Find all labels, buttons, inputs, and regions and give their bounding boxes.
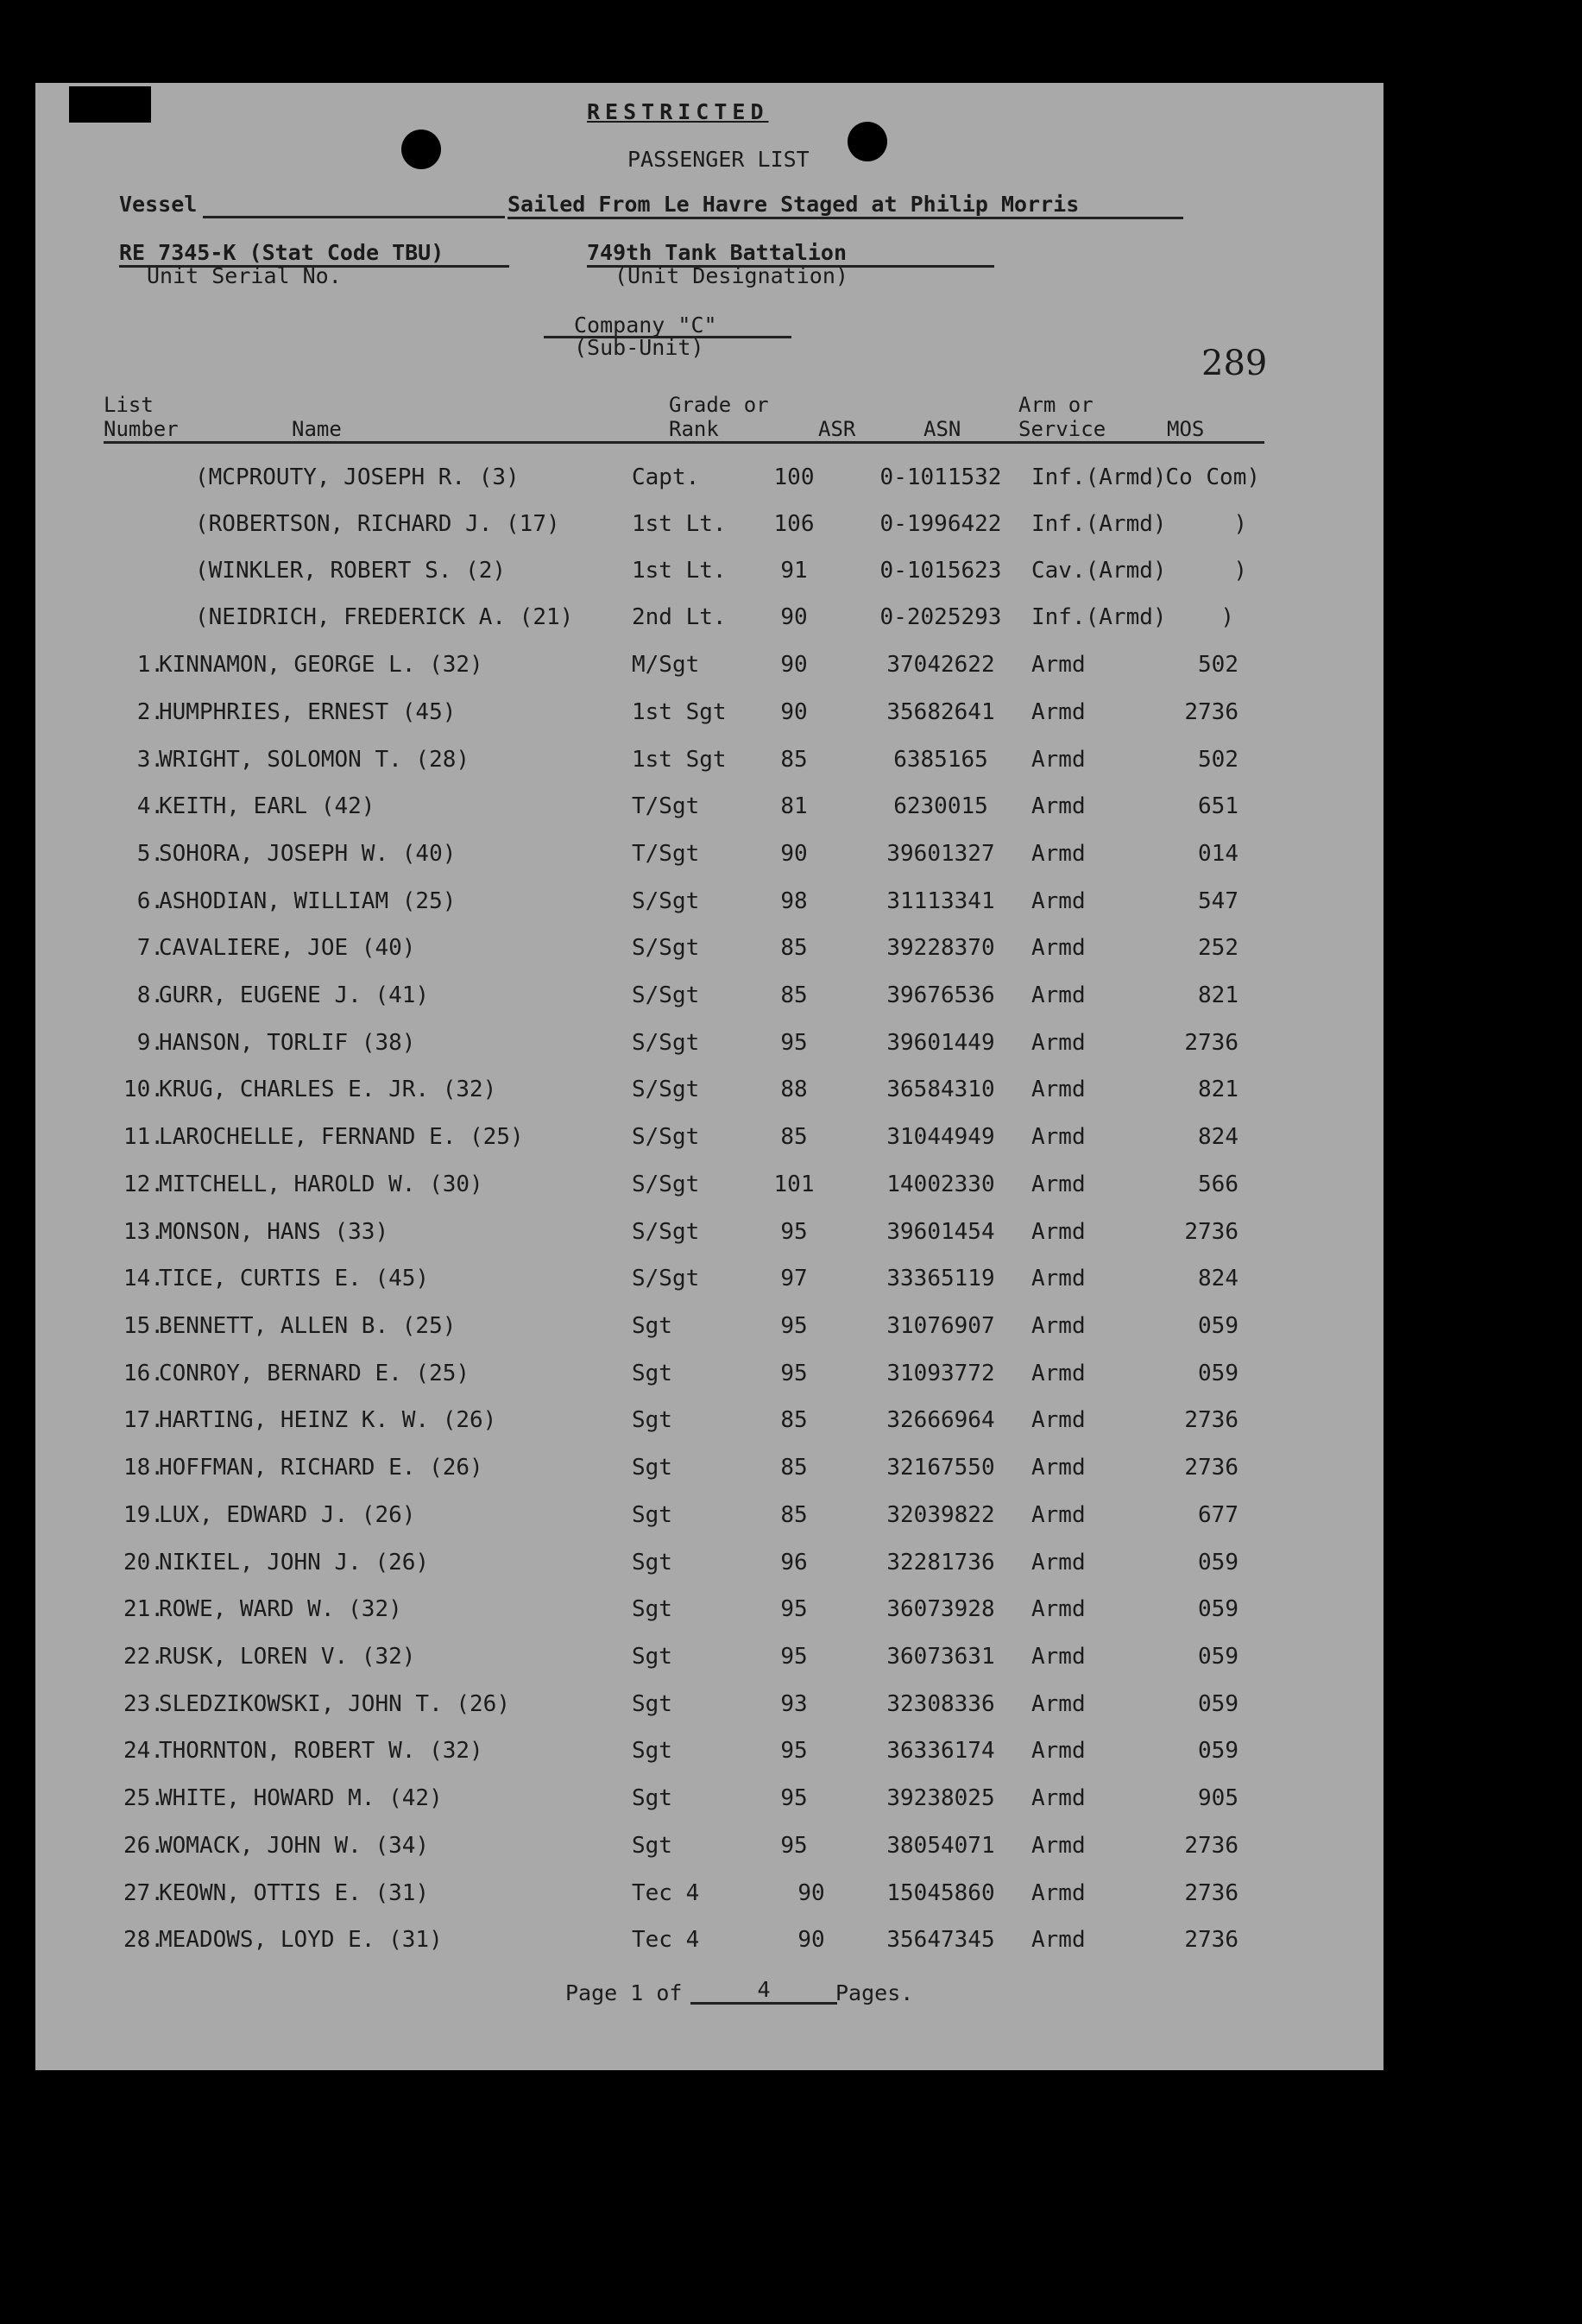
asr: 95	[780, 1596, 808, 1622]
asr: 90	[780, 699, 808, 725]
header-rule	[104, 441, 1264, 444]
passenger-name: HANSON, TORLIF (38)	[159, 1030, 416, 1056]
mos: 2736	[1184, 1219, 1238, 1245]
passenger-name: KINNAMON, GEORGE L. (32)	[159, 652, 483, 678]
grade: S/Sgt	[632, 1077, 700, 1102]
col-header-name: Name	[292, 417, 342, 441]
mos: )	[1233, 511, 1247, 537]
asn: 14002330	[886, 1171, 995, 1197]
list-number: 2.	[136, 699, 164, 725]
mos: 252	[1198, 935, 1238, 961]
arm-or-service: Inf.(Armd)	[1031, 511, 1167, 537]
grade: M/Sgt	[632, 652, 700, 678]
col-header-mos: MOS	[1167, 417, 1205, 441]
page-total: 4	[690, 1977, 837, 2005]
asr: 85	[780, 982, 808, 1008]
asr: 95	[780, 1738, 808, 1764]
asr: 90	[780, 652, 808, 678]
asn: 32308336	[886, 1691, 995, 1717]
passenger-name: (NEIDRICH, FREDERICK A. (21)	[195, 604, 574, 630]
arm-or-service: Armd	[1031, 1030, 1086, 1056]
asn: 36584310	[886, 1077, 995, 1102]
arm-or-service: Armd	[1031, 1266, 1086, 1291]
mos: )	[1233, 558, 1247, 584]
col-header-asr: ASR	[818, 417, 856, 441]
arm-or-service: Inf.(Armd)	[1031, 604, 1167, 630]
arm-or-service: Armd	[1031, 793, 1086, 819]
asr: 90	[797, 1927, 825, 1953]
passenger-name: CAVALIERE, JOE (40)	[159, 935, 416, 961]
arm-or-service: Armd	[1031, 841, 1086, 867]
asr: 90	[780, 604, 808, 630]
asr: 85	[780, 1455, 808, 1481]
asn: 39228370	[886, 935, 995, 961]
col-header-asn: ASN	[923, 417, 961, 441]
mos: 502	[1198, 747, 1238, 773]
grade: 2nd Lt.	[632, 604, 727, 630]
grade: Sgt	[632, 1644, 672, 1670]
asn: 39238025	[886, 1785, 995, 1811]
list-number: 1.	[136, 652, 164, 678]
list-number: 22.	[123, 1644, 164, 1670]
arm-or-service: Armd	[1031, 652, 1086, 678]
asn: 0-1996422	[879, 511, 1002, 537]
grade: S/Sgt	[632, 982, 700, 1008]
mos: 059	[1198, 1738, 1238, 1764]
mos: 824	[1198, 1124, 1238, 1150]
asr: 81	[780, 793, 808, 819]
passenger-name: KEITH, EARL (42)	[159, 793, 375, 819]
unit-serial-label: Unit Serial No.	[147, 263, 342, 288]
arm-or-service: Armd	[1031, 1785, 1086, 1811]
asr: 95	[780, 1030, 808, 1056]
unit-serial-number: RE 7345-K (Stat Code TBU)	[119, 240, 444, 265]
asn: 31093772	[886, 1361, 995, 1386]
passenger-name: CONROY, BERNARD E. (25)	[159, 1361, 470, 1386]
asn: 33365119	[886, 1266, 995, 1291]
punch-hole	[401, 129, 441, 169]
grade: 1st Lt.	[632, 558, 727, 584]
asn: 31044949	[886, 1124, 995, 1150]
list-number: 9.	[136, 1030, 164, 1056]
asn: 39601327	[886, 841, 995, 867]
list-number: 3.	[136, 747, 164, 773]
asn: 39601449	[886, 1030, 995, 1056]
unit-designation-label: (Unit Designation)	[615, 263, 848, 288]
list-number: 17.	[123, 1407, 164, 1433]
asr: 95	[780, 1833, 808, 1859]
asn: 39601454	[886, 1219, 995, 1245]
mos: 547	[1198, 888, 1238, 914]
mos: 014	[1198, 841, 1238, 867]
asn: 0-2025293	[879, 604, 1002, 630]
grade: Capt.	[632, 464, 700, 490]
arm-or-service: Armd	[1031, 1313, 1086, 1339]
list-number: 6.	[136, 888, 164, 914]
vessel-line	[203, 216, 505, 218]
grade: Sgt	[632, 1596, 672, 1622]
arm-or-service: Armd	[1031, 1407, 1086, 1433]
grade: S/Sgt	[632, 1030, 700, 1056]
corner-tab	[69, 86, 151, 123]
arm-or-service: Armd	[1031, 1880, 1086, 1906]
list-number: 19.	[123, 1502, 164, 1528]
arm-or-service: Armd	[1031, 1361, 1086, 1386]
passenger-name: ASHODIAN, WILLIAM (25)	[159, 888, 457, 914]
asn: 36336174	[886, 1738, 995, 1764]
list-number: 26.	[123, 1833, 164, 1859]
mos: 2736	[1184, 1833, 1238, 1859]
list-number: 14.	[123, 1266, 164, 1291]
asn: 0-1015623	[879, 558, 1002, 584]
arm-or-service: Armd	[1031, 1691, 1086, 1717]
list-number: 24.	[123, 1738, 164, 1764]
arm-or-service: Armd	[1031, 982, 1086, 1008]
list-number: 25.	[123, 1785, 164, 1811]
list-number: 16.	[123, 1361, 164, 1386]
passenger-name: HOFFMAN, RICHARD E. (26)	[159, 1455, 483, 1481]
stamp-number: 289	[1201, 344, 1268, 383]
arm-or-service: Armd	[1031, 1455, 1086, 1481]
grade: Tec 4	[632, 1880, 700, 1906]
arm-or-service: Armd	[1031, 1124, 1086, 1150]
asr: 90	[780, 841, 808, 867]
grade: Sgt	[632, 1833, 672, 1859]
list-number: 20.	[123, 1550, 164, 1576]
arm-or-service: Armd	[1031, 935, 1086, 961]
grade: Sgt	[632, 1785, 672, 1811]
passenger-name: (WINKLER, ROBERT S. (2)	[195, 558, 507, 584]
passenger-name: (ROBERTSON, RICHARD J. (17)	[195, 511, 560, 537]
list-number: 18.	[123, 1455, 164, 1481]
col-header-grade: Grade or Rank	[669, 393, 769, 441]
asn: 32167550	[886, 1455, 995, 1481]
asr: 100	[773, 464, 815, 490]
passenger-name: LAROCHELLE, FERNAND E. (25)	[159, 1124, 524, 1150]
list-number: 7.	[136, 935, 164, 961]
asn: 15045860	[886, 1880, 995, 1906]
passenger-name: KEOWN, OTTIS E. (31)	[159, 1880, 430, 1906]
mos: 566	[1198, 1171, 1238, 1197]
asr: 96	[780, 1550, 808, 1576]
mos: 059	[1198, 1550, 1238, 1576]
asr: 90	[797, 1880, 825, 1906]
asn: 32039822	[886, 1502, 995, 1528]
arm-or-service: Armd	[1031, 1219, 1086, 1245]
asr: 95	[780, 1219, 808, 1245]
asr: 95	[780, 1313, 808, 1339]
mos: 2736	[1184, 1455, 1238, 1481]
asn: 32666964	[886, 1407, 995, 1433]
passenger-name: SOHORA, JOSEPH W. (40)	[159, 841, 457, 867]
passenger-name: MONSON, HANS (33)	[159, 1219, 389, 1245]
asr: 97	[780, 1266, 808, 1291]
passenger-name: HUMPHRIES, ERNEST (45)	[159, 699, 457, 725]
mos: 651	[1198, 793, 1238, 819]
arm-or-service: Armd	[1031, 888, 1086, 914]
arm-or-service: Armd	[1031, 1927, 1086, 1953]
passenger-name: SLEDZIKOWSKI, JOHN T. (26)	[159, 1691, 510, 1717]
mos: 059	[1198, 1361, 1238, 1386]
col-header-arm: Arm or Service	[1018, 393, 1106, 441]
arm-or-service: Cav.(Armd)	[1031, 558, 1167, 584]
grade: S/Sgt	[632, 935, 700, 961]
asr: 85	[780, 935, 808, 961]
document-title: PASSENGER LIST	[627, 147, 810, 172]
grade: Tec 4	[632, 1927, 700, 1953]
classification: RESTRICTED	[587, 99, 769, 124]
asn: 31113341	[886, 888, 995, 914]
grade: Sgt	[632, 1407, 672, 1433]
punch-hole	[848, 122, 887, 161]
arm-or-service: Armd	[1031, 1502, 1086, 1528]
mos: 824	[1198, 1266, 1238, 1291]
list-number: 15.	[123, 1313, 164, 1339]
sailed-from: Sailed From Le Havre Staged at Philip Morris	[507, 192, 1080, 217]
mos: 059	[1198, 1644, 1238, 1670]
asr: 95	[780, 1644, 808, 1670]
asn: 36073631	[886, 1644, 995, 1670]
list-number: 10.	[123, 1077, 164, 1102]
arm-or-service: Armd	[1031, 1833, 1086, 1859]
mos: 821	[1198, 1077, 1238, 1102]
asn: 39676536	[886, 982, 995, 1008]
mos: 502	[1198, 652, 1238, 678]
mos: 2736	[1184, 1407, 1238, 1433]
passenger-name: NIKIEL, JOHN J. (26)	[159, 1550, 430, 1576]
asr: 88	[780, 1077, 808, 1102]
arm-or-service: Armd	[1031, 747, 1086, 773]
list-number: 5.	[136, 841, 164, 867]
vessel-label: Vessel	[119, 192, 198, 217]
grade: S/Sgt	[632, 1266, 700, 1291]
grade: Sgt	[632, 1361, 672, 1386]
asn: 6230015	[893, 793, 988, 819]
mos: Co Com)	[1165, 464, 1260, 490]
passenger-name: RUSK, LOREN V. (32)	[159, 1644, 416, 1670]
sailed-line	[507, 217, 1183, 219]
list-number: 23.	[123, 1691, 164, 1717]
mos: 059	[1198, 1691, 1238, 1717]
sub-unit-label: (Sub-Unit)	[574, 335, 704, 360]
grade: Sgt	[632, 1738, 672, 1764]
unit-designation: 749th Tank Battalion	[587, 240, 848, 265]
mos: 677	[1198, 1502, 1238, 1528]
passenger-name: TICE, CURTIS E. (45)	[159, 1266, 430, 1291]
passenger-name: WHITE, HOWARD M. (42)	[159, 1785, 443, 1811]
asr: 98	[780, 888, 808, 914]
asn: 37042622	[886, 652, 995, 678]
asr: 93	[780, 1691, 808, 1717]
list-number: 12.	[123, 1171, 164, 1197]
asr: 95	[780, 1785, 808, 1811]
asn: 6385165	[893, 747, 988, 773]
sub-unit: Company "C"	[574, 313, 717, 338]
mos: 059	[1198, 1596, 1238, 1622]
passenger-name: MEADOWS, LOYD E. (31)	[159, 1927, 443, 1953]
list-number: 8.	[136, 982, 164, 1008]
passenger-name: THORNTON, ROBERT W. (32)	[159, 1738, 483, 1764]
passenger-name: BENNETT, ALLEN B. (25)	[159, 1313, 457, 1339]
grade: S/Sgt	[632, 1124, 700, 1150]
grade: S/Sgt	[632, 888, 700, 914]
grade: Sgt	[632, 1691, 672, 1717]
page-suffix: Pages.	[835, 1980, 914, 2005]
arm-or-service: Armd	[1031, 1738, 1086, 1764]
grade: Sgt	[632, 1313, 672, 1339]
asn: 36073928	[886, 1596, 995, 1622]
mos: )	[1220, 604, 1234, 630]
arm-or-service: Inf.(Armd)	[1031, 464, 1167, 490]
asr: 85	[780, 747, 808, 773]
asr: 91	[780, 558, 808, 584]
asr: 101	[773, 1171, 815, 1197]
grade: 1st Sgt	[632, 699, 727, 725]
grade: Sgt	[632, 1455, 672, 1481]
passenger-name: LUX, EDWARD J. (26)	[159, 1502, 416, 1528]
page-prefix: Page 1 of	[565, 1980, 683, 2005]
asn: 0-1011532	[879, 464, 1002, 490]
grade: 1st Sgt	[632, 747, 727, 773]
arm-or-service: Armd	[1031, 1550, 1086, 1576]
asn: 31076907	[886, 1313, 995, 1339]
passenger-name: (MCPROUTY, JOSEPH R. (3)	[195, 464, 520, 490]
col-header-list-number: List Number	[104, 393, 179, 441]
arm-or-service: Armd	[1031, 1171, 1086, 1197]
asn: 35682641	[886, 699, 995, 725]
grade: 1st Lt.	[632, 511, 727, 537]
grade: T/Sgt	[632, 793, 700, 819]
mos: 059	[1198, 1313, 1238, 1339]
passenger-name: MITCHELL, HAROLD W. (30)	[159, 1171, 483, 1197]
asr: 85	[780, 1124, 808, 1150]
arm-or-service: Armd	[1031, 1077, 1086, 1102]
asr: 95	[780, 1361, 808, 1386]
grade: S/Sgt	[632, 1171, 700, 1197]
mos: 821	[1198, 982, 1238, 1008]
passenger-name: WRIGHT, SOLOMON T. (28)	[159, 747, 470, 773]
mos: 2736	[1184, 699, 1238, 725]
grade: Sgt	[632, 1502, 672, 1528]
asn: 38054071	[886, 1833, 995, 1859]
mos: 2736	[1184, 1927, 1238, 1953]
asn: 35647345	[886, 1927, 995, 1953]
asr: 106	[773, 511, 815, 537]
list-number: 21.	[123, 1596, 164, 1622]
grade: T/Sgt	[632, 841, 700, 867]
passenger-name: GURR, EUGENE J. (41)	[159, 982, 430, 1008]
grade: S/Sgt	[632, 1219, 700, 1245]
asr: 85	[780, 1407, 808, 1433]
asr: 85	[780, 1502, 808, 1528]
passenger-name: KRUG, CHARLES E. JR. (32)	[159, 1077, 497, 1102]
arm-or-service: Armd	[1031, 1596, 1086, 1622]
list-number: 28.	[123, 1927, 164, 1953]
arm-or-service: Armd	[1031, 1644, 1086, 1670]
list-number: 13.	[123, 1219, 164, 1245]
passenger-name: HARTING, HEINZ K. W. (26)	[159, 1407, 497, 1433]
mos: 2736	[1184, 1880, 1238, 1906]
grade: Sgt	[632, 1550, 672, 1576]
list-number: 4.	[136, 793, 164, 819]
mos: 905	[1198, 1785, 1238, 1811]
passenger-name: ROWE, WARD W. (32)	[159, 1596, 402, 1622]
arm-or-service: Armd	[1031, 699, 1086, 725]
asn: 32281736	[886, 1550, 995, 1576]
mos: 2736	[1184, 1030, 1238, 1056]
passenger-name: WOMACK, JOHN W. (34)	[159, 1833, 430, 1859]
list-number: 11.	[123, 1124, 164, 1150]
list-number: 27.	[123, 1880, 164, 1906]
